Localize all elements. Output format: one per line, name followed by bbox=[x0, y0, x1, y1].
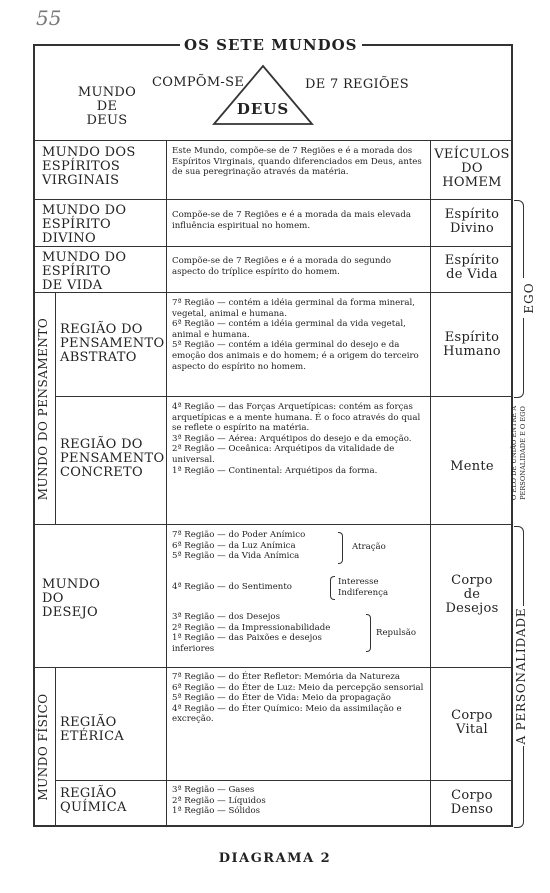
vehicle-desejo: Corpo de Desejos bbox=[445, 573, 499, 616]
mundo-de-deus-label: MUNDO DE DEUS bbox=[77, 85, 137, 128]
divider-virginais bbox=[33, 199, 513, 200]
side-label-pensamento: MUNDO DO PENSAMENTO bbox=[36, 317, 50, 501]
row-name-concreto: REGIÃO DO PENSAMENTO CONCRETO bbox=[60, 437, 165, 480]
diagram-title: OS SETE MUNDOS bbox=[180, 36, 362, 54]
divider-desejo bbox=[33, 667, 513, 668]
row-desc-quimica: 3ª Região — Gases 2ª Região — Líquidos 1ª Região — Sólidos bbox=[172, 785, 266, 817]
divider-abstrato bbox=[55, 396, 513, 397]
side-label-ego: EGO bbox=[522, 278, 538, 318]
row-desc-divino: Compõe-se de 7 Regiões e é a morada da mais elevada influência espiritual no homem. bbox=[172, 210, 411, 231]
sub-column-fisico bbox=[55, 667, 56, 827]
vehicle-divino: Espírito Divino bbox=[444, 207, 500, 236]
label-repulsao: Repulsão bbox=[376, 628, 417, 638]
divider-header bbox=[33, 140, 513, 141]
row-name-eterica: REGIÃO ETÉRICA bbox=[60, 715, 125, 744]
brace-repulsao bbox=[366, 614, 371, 652]
row-desc-eterica: 7ª Região — do Éter Refletor: Memória da Natureza 6ª Região — do Éter de Luz: Meio da percepção sensorial 5ª Região — do Éter de Vida: Meio da propagação 4ª Região — do Éter Químico: Meio da assimilação e excreção. bbox=[172, 672, 424, 725]
vehicle-quimica: Corpo Denso bbox=[450, 788, 494, 817]
brace-interesse bbox=[330, 576, 335, 600]
sub-column-pensamento bbox=[55, 292, 56, 524]
vehicle-abstrato: Espírito Humano bbox=[443, 330, 501, 359]
row-name-quimica: REGIÃO QUÍMICA bbox=[60, 786, 127, 815]
divider-divino bbox=[33, 246, 513, 247]
label-interesse: Interesse Indiferença bbox=[338, 577, 389, 598]
label-atracao: Atração bbox=[352, 542, 386, 552]
deus-label: DEUS bbox=[236, 100, 290, 118]
row-desc-vida: Compõe-se de 7 Regiões e é a morada do segundo aspecto do tríplice espírito do homem. bbox=[172, 256, 392, 277]
column-divider-right bbox=[430, 140, 431, 827]
side-label-personalidade: A PERSONALIDADE bbox=[514, 607, 528, 745]
row-name-desejo: MUNDO DO DESEJO bbox=[42, 577, 101, 620]
desejo-regions-lower: 3ª Região — dos Desejos 2ª Região — da Impressionabilidade 1ª Região — das Paixões e desejos inferiores bbox=[172, 612, 331, 654]
column-divider-left bbox=[166, 140, 167, 827]
divider-eterica bbox=[55, 780, 513, 781]
side-label-fisico: MUNDO FÍSICO bbox=[36, 693, 50, 801]
vehicle-eterica: Corpo Vital bbox=[451, 708, 493, 737]
diagram-caption: DIAGRAMA 2 bbox=[218, 851, 332, 866]
desejo-regions-upper: 7ª Região — do Poder Anímico 6ª Região — da Luz Anímica 5ª Região — da Vida Anímica bbox=[172, 530, 306, 562]
vehicle-vida: Espírito de Vida bbox=[444, 253, 500, 282]
compoem-label: COMPÕM-SE bbox=[152, 75, 245, 90]
divider-concreto bbox=[33, 524, 513, 525]
de7-regioes-label: DE 7 REGIÕES bbox=[305, 77, 409, 92]
deus-triangle bbox=[212, 64, 314, 128]
brace-atracao bbox=[338, 532, 343, 564]
row-desc-abstrato: 7ª Região — contém a idéia germinal da forma mineral, vegetal, animal e humana. 6ª Região — contém a idéia germinal da vida vegetal, animal e humana. 5ª Região — contém a idéia germinal do desejo e da emoção dos animais e do homem; é a origem do terceiro aspecto do espírito no homem. bbox=[172, 298, 419, 372]
row-desc-virginais: Este Mundo, compõe-se de 7 Regiões e é a morada dos Espíritos Virginais, quando diferenciados em Deus, antes de sua peregrinação através da matéria. bbox=[172, 146, 422, 178]
row-name-abstrato: REGIÃO DO PENSAMENTO ABSTRATO bbox=[60, 322, 165, 365]
page-number: 55 bbox=[36, 6, 62, 30]
vehicle-concreto: Mente bbox=[450, 459, 494, 474]
desejo-region-4: 4ª Região — do Sentimento bbox=[172, 582, 292, 592]
row-name-virginais: MUNDO DOS ESPÍRITOS VIRGINAIS bbox=[42, 145, 136, 188]
row-name-divino: MUNDO DO ESPÍRITO DIVINO bbox=[42, 203, 127, 246]
vehicle-header: VEÍCULOS DO HOMEM bbox=[434, 147, 510, 190]
row-desc-concreto: 4ª Região — das Forças Arquetípicas: contém as forças arquetípicas e a mente humana. É o foco através do qual se reflete o espírito na matéria. 3ª Região — Aérea: Arquétipos do desejo e da emoção. 2ª Região — Oceânica: Arquétipos da vitalidade de universal. 1ª Região — Continental: Arquétipos da forma. bbox=[172, 402, 421, 476]
side-label-elo: O ELO DE UNIÃO ENTRE A PERSONALIDADE E O EGO bbox=[510, 405, 527, 501]
row-name-vida: MUNDO DO ESPÍRITO DE VIDA bbox=[42, 250, 127, 293]
